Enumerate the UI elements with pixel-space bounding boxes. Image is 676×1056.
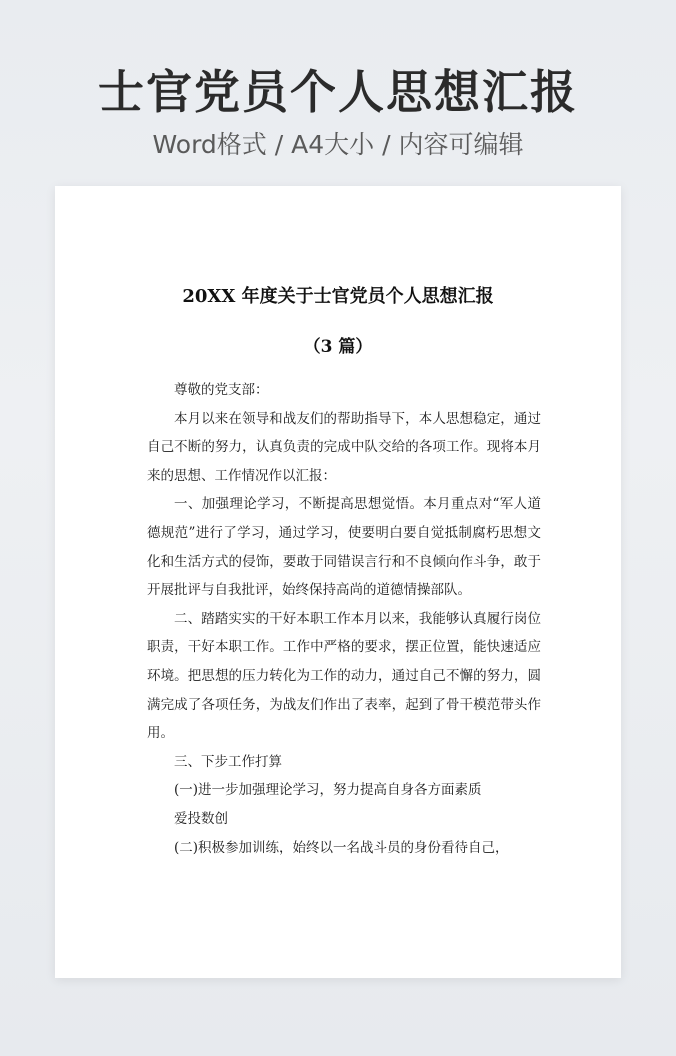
paragraph: 本月以来在领导和战友们的帮助指导下，本人思想稳定，通过自己不断的努力，认真负责的完成中队交给的各项工作。现将本月来的思想、工作情况作以汇报：	[147, 410, 541, 484]
paragraph: 二、踏踏实实的干好本职工作本月以来，我能够认真履行岗位职责，干好本职工作。工作中严格的要求，摆正位置，能快速适应环境。把思想的压力转化为工作的动力，通过自己不懈的努力，圆满完成了各项任务，为战友们作出了表率，起到了骨干模范带头作用。	[147, 610, 541, 742]
paragraph: 三、下步工作打算	[174, 753, 282, 770]
paragraph: 爱投数创	[174, 810, 228, 827]
document-count: （3 篇）	[303, 337, 373, 357]
document-preview	[55, 186, 621, 978]
paragraph: (二)积极参加训练，始终以一名战斗员的身份看待自己，	[174, 839, 509, 856]
document-title: 20XX 年度关于士官党员个人思想汇报	[182, 286, 494, 307]
paragraph: 一、加强理论学习，不断提高思想觉悟。本月重点对“军人道德规范”进行了学习，通过学习，使要明白要自觉抵制腐朽思想文化和生活方式的侵饰，要敢于同错误言行和不良倾向作斗争，敢于开展批评与自我批评，始终保持高尚的道德情操部队。	[147, 496, 541, 599]
salutation: 尊敬的党支部：	[174, 382, 269, 398]
paragraph: (一)进一步加强理论学习，努力提高自身各方面素质	[174, 782, 482, 799]
banner-title: 士官党员个人思想汇报	[98, 65, 578, 119]
banner-subtitle: Word格式 / A4大小 / 内容可编辑	[152, 130, 524, 159]
banner	[0, 62, 676, 162]
document-body	[147, 376, 541, 862]
